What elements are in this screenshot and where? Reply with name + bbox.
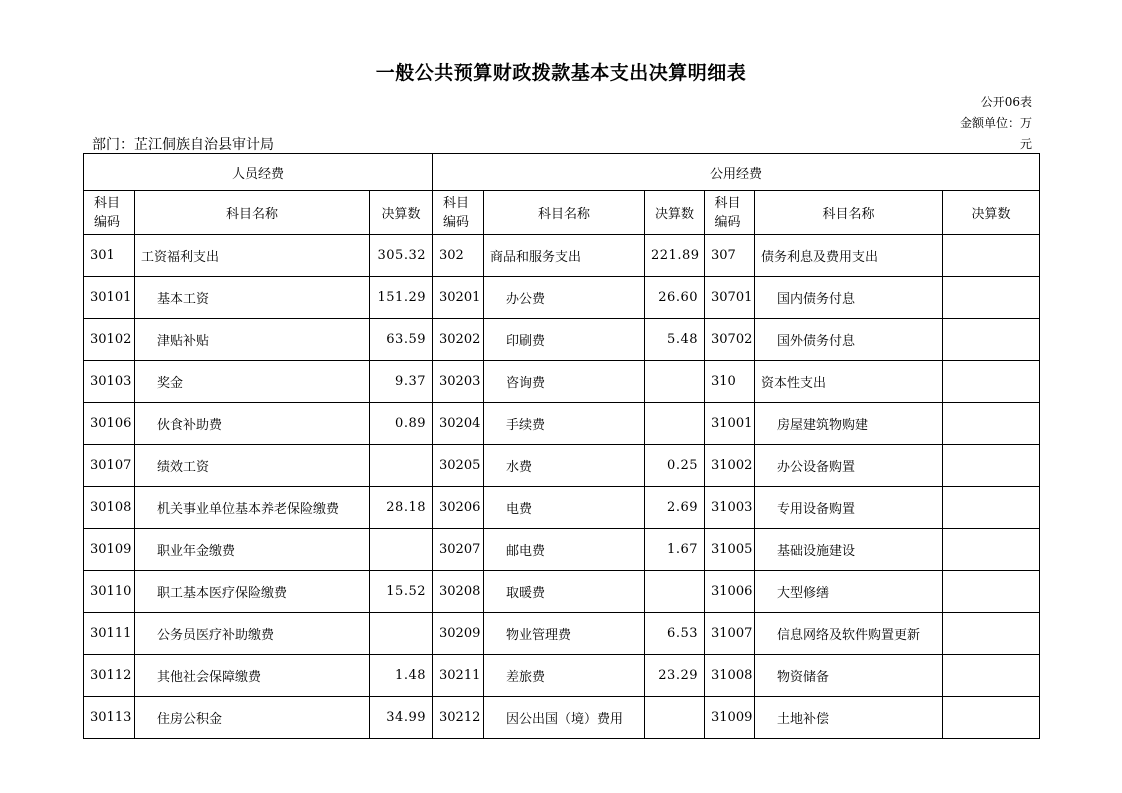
amount-cell: 28.18 — [370, 487, 433, 529]
amount-cell: 1.48 — [370, 655, 433, 697]
code-cell: 30208 — [433, 571, 484, 613]
code-cell: 31007 — [705, 613, 755, 655]
name-cell: 办公设备购置 — [755, 445, 943, 487]
col-header-code — [433, 191, 484, 235]
col-header-code — [84, 191, 135, 235]
name-cell: 土地补偿 — [755, 697, 943, 739]
amount-cell — [370, 529, 433, 571]
amount-cell: 0.25 — [645, 445, 705, 487]
page-title: 一般公共预算财政拨款基本支出决算明细表 — [375, 62, 747, 84]
code-cell: 30107 — [84, 445, 135, 487]
code-cell: 30112 — [84, 655, 135, 697]
name-cell: 其他社会保障缴费 — [135, 655, 370, 697]
name-cell: 物业管理费 — [484, 613, 645, 655]
table-row — [84, 571, 1040, 613]
col-header-code — [705, 191, 755, 235]
amount-cell — [370, 613, 433, 655]
name-cell: 办公费 — [484, 277, 645, 319]
code-cell: 30109 — [84, 529, 135, 571]
amount-cell — [943, 613, 1040, 655]
name-cell: 伙食补助费 — [135, 403, 370, 445]
code-cell: 30103 — [84, 361, 135, 403]
name-cell: 住房公积金 — [135, 697, 370, 739]
name-cell: 电费 — [484, 487, 645, 529]
amount-cell — [370, 445, 433, 487]
amount-cell: 221.89 — [645, 235, 705, 277]
table-row — [84, 613, 1040, 655]
amount-cell: 23.29 — [645, 655, 705, 697]
code-cell: 31001 — [705, 403, 755, 445]
amount-cell: 305.32 — [370, 235, 433, 277]
amount-cell: 63.59 — [370, 319, 433, 361]
name-cell: 房屋建筑物购建 — [755, 403, 943, 445]
name-cell: 水费 — [484, 445, 645, 487]
name-cell: 咨询费 — [484, 361, 645, 403]
name-cell: 津贴补贴 — [135, 319, 370, 361]
code-cell: 30106 — [84, 403, 135, 445]
code-cell: 302 — [433, 235, 484, 277]
table-row — [84, 403, 1040, 445]
unit-label: 金额单位：万 — [959, 116, 1032, 130]
code-cell: 30209 — [433, 613, 484, 655]
code-cell: 31008 — [705, 655, 755, 697]
amount-cell: 15.52 — [370, 571, 433, 613]
name-cell: 大型修缮 — [755, 571, 943, 613]
code-cell: 30211 — [433, 655, 484, 697]
name-cell: 手续费 — [484, 403, 645, 445]
code-cell: 31005 — [705, 529, 755, 571]
col-header-amount: 决算数 — [943, 191, 1040, 235]
code-cell: 30206 — [433, 487, 484, 529]
amount-cell — [943, 319, 1040, 361]
code-cell: 30201 — [433, 277, 484, 319]
amount-cell — [943, 445, 1040, 487]
name-cell: 债务利息及费用支出 — [755, 235, 943, 277]
amount-cell — [943, 361, 1040, 403]
col-header-name: 科目名称 — [755, 191, 943, 235]
code-cell: 30203 — [433, 361, 484, 403]
name-cell: 物资储备 — [755, 655, 943, 697]
code-cell: 307 — [705, 235, 755, 277]
name-cell: 印刷费 — [484, 319, 645, 361]
amount-cell: 6.53 — [645, 613, 705, 655]
table-row — [84, 361, 1040, 403]
col-header-code-text: 科目编码 — [714, 195, 741, 230]
section-personnel-header: 人员经费 — [84, 154, 433, 191]
code-cell: 31006 — [705, 571, 755, 613]
table-row — [84, 277, 1040, 319]
name-cell: 基础设施建设 — [755, 529, 943, 571]
expenditure-table — [83, 153, 1040, 739]
department-label: 部门：芷江侗族自治县审计局 — [92, 137, 274, 153]
name-cell: 国外债务付息 — [755, 319, 943, 361]
code-cell: 30701 — [705, 277, 755, 319]
name-cell: 基本工资 — [135, 277, 370, 319]
amount-cell — [645, 571, 705, 613]
amount-cell: 5.48 — [645, 319, 705, 361]
unit-label-continued: 元 — [1019, 137, 1032, 151]
table-row — [84, 235, 1040, 277]
table-row — [84, 445, 1040, 487]
col-header-name: 科目名称 — [484, 191, 645, 235]
amount-cell — [943, 403, 1040, 445]
name-cell: 职工基本医疗保险缴费 — [135, 571, 370, 613]
code-cell: 30205 — [433, 445, 484, 487]
amount-cell — [943, 277, 1040, 319]
name-cell: 差旅费 — [484, 655, 645, 697]
code-cell: 30101 — [84, 277, 135, 319]
section-public-header: 公用经费 — [433, 154, 1040, 191]
column-header-row — [84, 191, 1040, 235]
name-cell: 机关事业单位基本养老保险缴费 — [135, 487, 370, 529]
code-cell: 31003 — [705, 487, 755, 529]
name-cell: 职业年金缴费 — [135, 529, 370, 571]
table-row — [84, 487, 1040, 529]
amount-cell — [943, 487, 1040, 529]
name-cell: 邮电费 — [484, 529, 645, 571]
code-cell: 30113 — [84, 697, 135, 739]
name-cell: 专用设备购置 — [755, 487, 943, 529]
code-cell: 30110 — [84, 571, 135, 613]
col-header-amount: 决算数 — [370, 191, 433, 235]
name-cell: 商品和服务支出 — [484, 235, 645, 277]
col-header-code-text: 科目编码 — [94, 195, 121, 230]
form-number: 公开06表 — [980, 95, 1032, 109]
amount-cell: 151.29 — [370, 277, 433, 319]
amount-cell: 2.69 — [645, 487, 705, 529]
col-header-code-text: 科目编码 — [443, 195, 470, 230]
amount-cell: 1.67 — [645, 529, 705, 571]
table-row — [84, 529, 1040, 571]
code-cell: 310 — [705, 361, 755, 403]
amount-cell — [943, 655, 1040, 697]
name-cell: 绩效工资 — [135, 445, 370, 487]
amount-cell: 34.99 — [370, 697, 433, 739]
name-cell: 信息网络及软件购置更新 — [755, 613, 943, 655]
code-cell: 31009 — [705, 697, 755, 739]
code-cell: 30111 — [84, 613, 135, 655]
amount-cell — [645, 697, 705, 739]
name-cell: 因公出国（境）费用 — [484, 697, 645, 739]
name-cell: 奖金 — [135, 361, 370, 403]
name-cell: 公务员医疗补助缴费 — [135, 613, 370, 655]
code-cell: 30102 — [84, 319, 135, 361]
code-cell: 30702 — [705, 319, 755, 361]
code-cell: 30207 — [433, 529, 484, 571]
amount-cell — [943, 529, 1040, 571]
amount-cell: 0.89 — [370, 403, 433, 445]
code-cell: 301 — [84, 235, 135, 277]
col-header-amount: 决算数 — [645, 191, 705, 235]
code-cell: 30108 — [84, 487, 135, 529]
amount-cell: 9.37 — [370, 361, 433, 403]
name-cell: 工资福利支出 — [135, 235, 370, 277]
name-cell: 资本性支出 — [755, 361, 943, 403]
table-row — [84, 697, 1040, 739]
amount-cell — [943, 571, 1040, 613]
amount-cell — [645, 361, 705, 403]
col-header-name: 科目名称 — [135, 191, 370, 235]
amount-cell — [645, 403, 705, 445]
amount-cell: 26.60 — [645, 277, 705, 319]
amount-cell — [943, 235, 1040, 277]
table-row — [84, 655, 1040, 697]
table-body — [84, 235, 1040, 739]
amount-cell — [943, 697, 1040, 739]
section-header-row — [84, 154, 1040, 191]
code-cell: 30204 — [433, 403, 484, 445]
code-cell: 31002 — [705, 445, 755, 487]
code-cell: 30202 — [433, 319, 484, 361]
code-cell: 30212 — [433, 697, 484, 739]
table-row — [84, 319, 1040, 361]
name-cell: 取暖费 — [484, 571, 645, 613]
name-cell: 国内债务付息 — [755, 277, 943, 319]
